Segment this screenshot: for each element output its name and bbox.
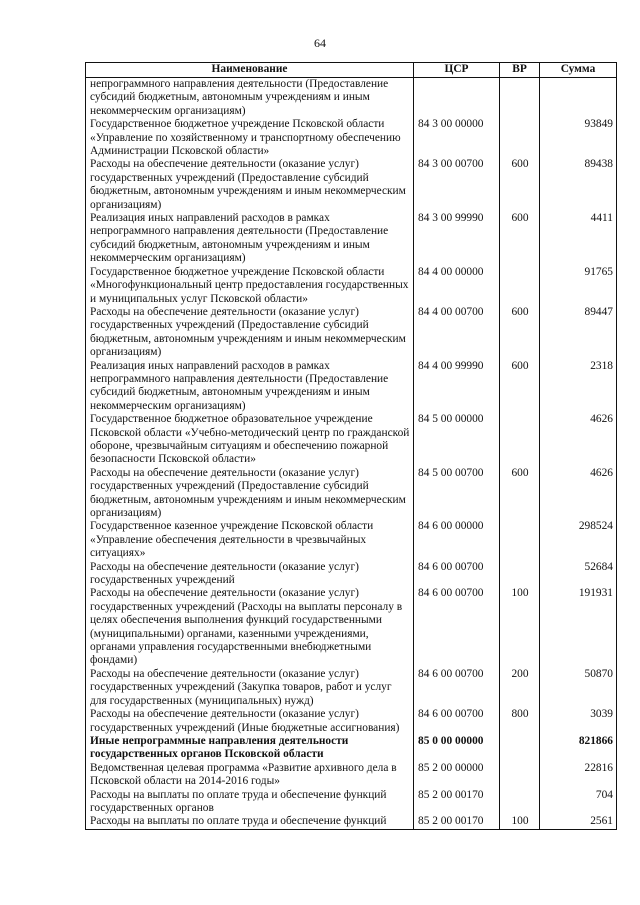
row-vr: 800 bbox=[500, 708, 540, 735]
table-row bbox=[86, 212, 617, 266]
table-header-row bbox=[86, 63, 617, 78]
row-csr: 85 0 00 00000 bbox=[414, 735, 500, 762]
row-name: Государственное бюджетное учреждение Псковской области «Управление по хозяйственному и транспортному обеспечению Администрации Псковской области» bbox=[86, 118, 414, 158]
header-vr: ВР bbox=[500, 63, 540, 78]
row-vr: 200 bbox=[500, 668, 540, 708]
row-name: Расходы на обеспечение деятельности (оказание услуг) государственных учреждений bbox=[86, 561, 414, 588]
row-csr: 85 2 00 00170 bbox=[414, 789, 500, 816]
row-name: Расходы на обеспечение деятельности (оказание услуг) государственных учреждений (Предоставление субсидий бюджетным, автономным учреждениям и иным некоммерческим организациям) bbox=[86, 158, 414, 212]
row-vr bbox=[500, 789, 540, 816]
row-vr: 600 bbox=[500, 467, 540, 521]
table-row bbox=[86, 561, 617, 588]
row-name: Расходы на обеспечение деятельности (оказание услуг) государственных учреждений (Предоставление субсидий бюджетным, автономным учреждениям и иным некоммерческим организациям) bbox=[86, 467, 414, 521]
row-name: Расходы на обеспечение деятельности (оказание услуг) государственных учреждений (Иные бюджетные ассигнования) bbox=[86, 708, 414, 735]
row-vr: 600 bbox=[500, 306, 540, 360]
table-row bbox=[86, 360, 617, 414]
row-vr bbox=[500, 413, 540, 467]
row-name: Государственное бюджетное образовательное учреждение Псковской области «Учебно-методический центр по гражданской обороне, чрезвычайным ситуациям и обеспечению пожарной безопасности Псковской области» bbox=[86, 413, 414, 467]
row-csr bbox=[414, 78, 500, 119]
row-sum: 22816 bbox=[540, 762, 617, 789]
table-row bbox=[86, 78, 617, 119]
row-name: Ведомственная целевая программа «Развитие архивного дела в Псковской области на 2014-2016 годы» bbox=[86, 762, 414, 789]
table-row bbox=[86, 467, 617, 521]
table-row bbox=[86, 708, 617, 735]
row-sum: 821866 bbox=[540, 735, 617, 762]
row-csr: 84 6 00 00000 bbox=[414, 520, 500, 560]
row-csr: 85 2 00 00000 bbox=[414, 762, 500, 789]
row-vr bbox=[500, 118, 540, 158]
row-vr bbox=[500, 762, 540, 789]
row-sum: 191931 bbox=[540, 587, 617, 667]
page-number: 64 bbox=[314, 36, 326, 50]
row-csr: 84 4 00 00700 bbox=[414, 306, 500, 360]
row-sum: 4626 bbox=[540, 467, 617, 521]
header-csr: ЦСР bbox=[414, 63, 500, 78]
row-vr: 100 bbox=[500, 587, 540, 667]
row-vr: 100 bbox=[500, 815, 540, 829]
row-vr bbox=[500, 735, 540, 762]
table-row bbox=[86, 158, 617, 212]
table-row bbox=[86, 789, 617, 816]
row-csr: 84 6 00 00700 bbox=[414, 587, 500, 667]
row-sum: 704 bbox=[540, 789, 617, 816]
row-csr: 84 4 00 00000 bbox=[414, 266, 500, 306]
row-csr: 84 6 00 00700 bbox=[414, 561, 500, 588]
row-sum: 52684 bbox=[540, 561, 617, 588]
table-row bbox=[86, 587, 617, 667]
row-vr bbox=[500, 561, 540, 588]
row-vr bbox=[500, 520, 540, 560]
row-name: Реализация иных направлений расходов в рамках непрограммного направления деятельности (Предоставление субсидий бюджетным, автономным учреждениям и иным некоммерческим организациям) bbox=[86, 212, 414, 266]
table-row bbox=[86, 118, 617, 158]
row-name: Государственное казенное учреждение Псковской области «Управление обеспечения деятельности в чрезвычайных ситуациях» bbox=[86, 520, 414, 560]
table-row bbox=[86, 815, 617, 829]
row-vr: 600 bbox=[500, 360, 540, 414]
row-sum bbox=[540, 78, 617, 119]
row-vr: 600 bbox=[500, 158, 540, 212]
table-row bbox=[86, 668, 617, 708]
row-sum: 89447 bbox=[540, 306, 617, 360]
row-csr: 84 5 00 00700 bbox=[414, 467, 500, 521]
row-csr: 84 3 00 99990 bbox=[414, 212, 500, 266]
row-name: Расходы на выплаты по оплате труда и обеспечение функций bbox=[86, 815, 414, 829]
row-name: Иные непрограммные направления деятельности государственных органов Псковской области bbox=[86, 735, 414, 762]
row-csr: 84 4 00 99990 bbox=[414, 360, 500, 414]
header-sum: Сумма bbox=[540, 63, 617, 78]
row-name: Расходы на выплаты по оплате труда и обеспечение функций государственных органов bbox=[86, 789, 414, 816]
row-sum: 298524 bbox=[540, 520, 617, 560]
row-vr: 600 bbox=[500, 212, 540, 266]
row-sum: 89438 bbox=[540, 158, 617, 212]
row-csr: 84 6 00 00700 bbox=[414, 708, 500, 735]
row-sum: 50870 bbox=[540, 668, 617, 708]
row-sum: 2318 bbox=[540, 360, 617, 414]
row-name: Расходы на обеспечение деятельности (оказание услуг) государственных учреждений (Расходы на выплаты персоналу в целях обеспечения выполнения функций государственными (муниципальными) органами, казенными учреждениями, органами управления государственными внебюджетными фондами) bbox=[86, 587, 414, 667]
row-sum: 93849 bbox=[540, 118, 617, 158]
budget-table bbox=[85, 62, 617, 830]
row-sum: 91765 bbox=[540, 266, 617, 306]
row-name: Расходы на обеспечение деятельности (оказание услуг) государственных учреждений (Предоставление субсидий бюджетным, автономным учреждениям и иным некоммерческим организациям) bbox=[86, 306, 414, 360]
row-name: непрограммного направления деятельности (Предоставление субсидий бюджетным, автономным учреждениям и иным некоммерческим организациям) bbox=[86, 78, 414, 119]
row-sum: 3039 bbox=[540, 708, 617, 735]
row-sum: 4626 bbox=[540, 413, 617, 467]
table-body bbox=[86, 78, 617, 830]
row-name: Государственное бюджетное учреждение Псковской области «Многофункциональный центр предоставления государственных и муниципальных услуг Псковской области» bbox=[86, 266, 414, 306]
row-csr: 84 3 00 00700 bbox=[414, 158, 500, 212]
table-row bbox=[86, 520, 617, 560]
row-name: Расходы на обеспечение деятельности (оказание услуг) государственных учреждений (Закупка товаров, работ и услуг для государственных (муниципальных) нужд) bbox=[86, 668, 414, 708]
row-csr: 84 5 00 00000 bbox=[414, 413, 500, 467]
row-csr: 84 6 00 00700 bbox=[414, 668, 500, 708]
row-vr bbox=[500, 78, 540, 119]
row-vr bbox=[500, 266, 540, 306]
table-row bbox=[86, 266, 617, 306]
table-row bbox=[86, 306, 617, 360]
row-sum: 2561 bbox=[540, 815, 617, 829]
table-row bbox=[86, 735, 617, 762]
table-row bbox=[86, 762, 617, 789]
table-row bbox=[86, 413, 617, 467]
row-csr: 84 3 00 00000 bbox=[414, 118, 500, 158]
row-csr: 85 2 00 00170 bbox=[414, 815, 500, 829]
row-sum: 4411 bbox=[540, 212, 617, 266]
row-name: Реализация иных направлений расходов в рамках непрограммного направления деятельности (Предоставление субсидий бюджетным, автономным учреждениям и иным некоммерческим организациям) bbox=[86, 360, 414, 414]
header-name: Наименование bbox=[86, 63, 414, 78]
